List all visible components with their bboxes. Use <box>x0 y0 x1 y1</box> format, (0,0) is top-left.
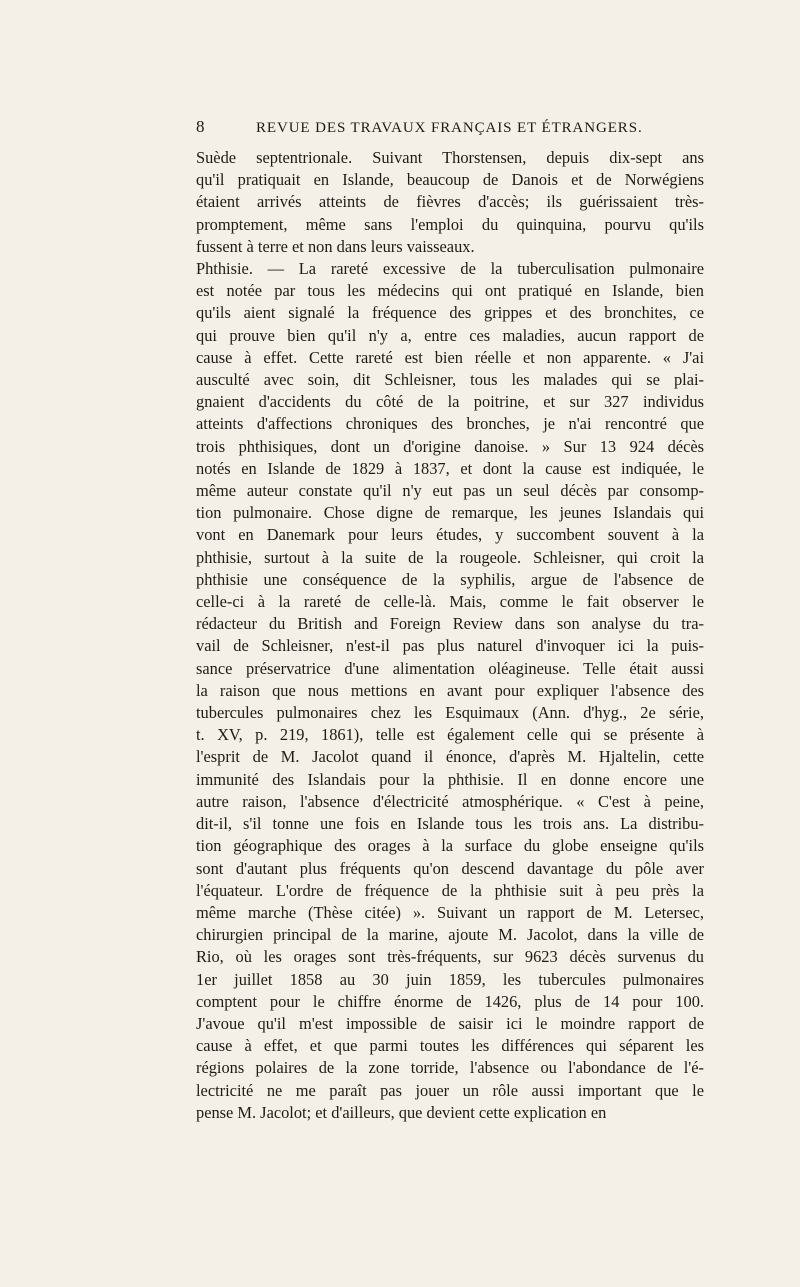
text-line: phthisie, surtout à la suite de la rougeole. Schleisner, qui croit la <box>196 547 704 567</box>
text-line: lectricité ne me paraît pas jouer un rôle aussi important que le <box>196 1080 704 1100</box>
page-number: 8 <box>196 117 206 136</box>
text-line: J'avoue qu'il m'est impossible de saisir ici le moindre rapport de <box>196 1013 704 1033</box>
text-line: immunité des Islandais pour la phthisie. Il en donne encore une <box>196 769 704 789</box>
text-line: chirurgien principal de la marine, ajoute M. Jacolot, dans la ville de <box>196 925 704 945</box>
text-line: est notée par tous les médecins qui ont pratiqué en Islande, bien <box>196 281 704 301</box>
text-line: sont d'autant plus fréquents qu'on descend davantage du pôle aver <box>196 858 704 878</box>
text-line: qui prouve bien qu'il n'y a, entre ces maladies, aucun rapport de <box>196 325 704 345</box>
text-line: étaient arrivés atteints de fièvres d'accès; ils guérissaient très- <box>196 192 704 212</box>
body-text <box>196 147 704 1124</box>
text-line: fussent à terre et non dans leurs vaisseaux. <box>196 236 475 256</box>
text-line: Phthisie. — La rareté excessive de la tuberculisation pulmonaire <box>196 259 704 279</box>
text-line: l'équateur. L'ordre de fréquence de la phthisie suit à peu près la <box>196 880 704 900</box>
text-line: tion géographique des orages à la surface du globe enseigne qu'ils <box>196 836 704 856</box>
text-line: tubercules pulmonaires chez les Esquimaux (Ann. d'hyg., 2e série, <box>196 703 704 723</box>
text-line: Suède septentrionale. Suivant Thorstensen, depuis dix-sept ans <box>196 148 704 167</box>
text-line: qu'il pratiquait en Islande, beaucoup de Danois et de Norwégiens <box>196 170 704 190</box>
text-line: l'esprit de M. Jacolot quand il énonce, d'après M. Hjaltelin, cette <box>196 747 704 767</box>
text-line: notés en Islande de 1829 à 1837, et dont la cause est indiquée, le <box>196 458 704 478</box>
text-line: autre raison, l'absence d'électricité atmosphérique. « C'est à peine, <box>196 791 704 811</box>
text-line: qu'ils aient signalé la fréquence des grippes et des bronchites, ce <box>196 303 704 323</box>
running-header <box>196 117 704 137</box>
text-line: même marche (Thèse citée) ». Suivant un rapport de M. Letersec, <box>196 902 704 922</box>
text-line: Rio, où les orages sont très-fréquents, sur 9623 décès survenus du <box>196 947 704 967</box>
text-line: gnaient d'accidents du côté de la poitrine, et sur 327 individus <box>196 392 704 412</box>
text-line: trois phthisiques, dont un d'origine danoise. » Sur 13 924 décès <box>196 436 704 456</box>
text-line: cause à effet. Cette rareté est bien réelle et non apparente. « J'ai <box>196 347 704 367</box>
text-line: la raison que nous mettions en avant pour expliquer l'absence des <box>196 680 704 700</box>
text-line: atteints d'affections chroniques des bronches, je n'ai rencontré que <box>196 414 704 434</box>
text-line: tion pulmonaire. Chose digne de remarque, les jeunes Islandais qui <box>196 503 704 523</box>
text-line: celle-ci à la rareté de celle-là. Mais, comme le fait observer le <box>196 592 704 612</box>
text-line: régions polaires de la zone torride, l'absence ou l'abondance de l'é- <box>196 1058 704 1078</box>
text-line: dit-il, s'il tonne une fois en Islande tous les trois ans. La distribu- <box>196 814 704 834</box>
text-line: phthisie une conséquence de la syphilis, argue de l'absence de <box>196 569 704 589</box>
text-line: pense M. Jacolot; et d'ailleurs, que devient cette explication en <box>196 1102 607 1122</box>
text-line: 1er juillet 1858 au 30 juin 1859, les tubercules pulmonaires <box>196 969 704 989</box>
text-line: promptement, même sans l'emploi du quinquina, pourvu qu'ils <box>196 214 704 234</box>
text-line: t. XV, p. 219, 1861), telle est également celle qui se présente à <box>196 725 704 745</box>
text-line: sance préservatrice d'une alimentation oléagineuse. Telle était aussi <box>196 658 704 678</box>
text-line: même auteur constate qu'il n'y eut pas un seul décès par consomp- <box>196 481 704 501</box>
text-line: cause à effet, et que parmi toutes les différences qui séparent les <box>196 1036 704 1056</box>
text-line: ausculté avec soin, dit Schleisner, tous les malades qui se plai- <box>196 370 704 390</box>
text-line: vont en Danemark pour leurs études, y succombent souvent à la <box>196 525 704 545</box>
text-line: comptent pour le chiffre énorme de 1426, plus de 14 pour 100. <box>196 991 704 1011</box>
text-line: vail de Schleisner, n'est-il pas plus naturel d'invoquer ici la puis- <box>196 636 704 656</box>
text-line: rédacteur du British and Foreign Review dans son analyse du tra- <box>196 614 704 634</box>
running-title: REVUE DES TRAVAUX FRANÇAIS ET ÉTRANGERS. <box>256 120 643 136</box>
